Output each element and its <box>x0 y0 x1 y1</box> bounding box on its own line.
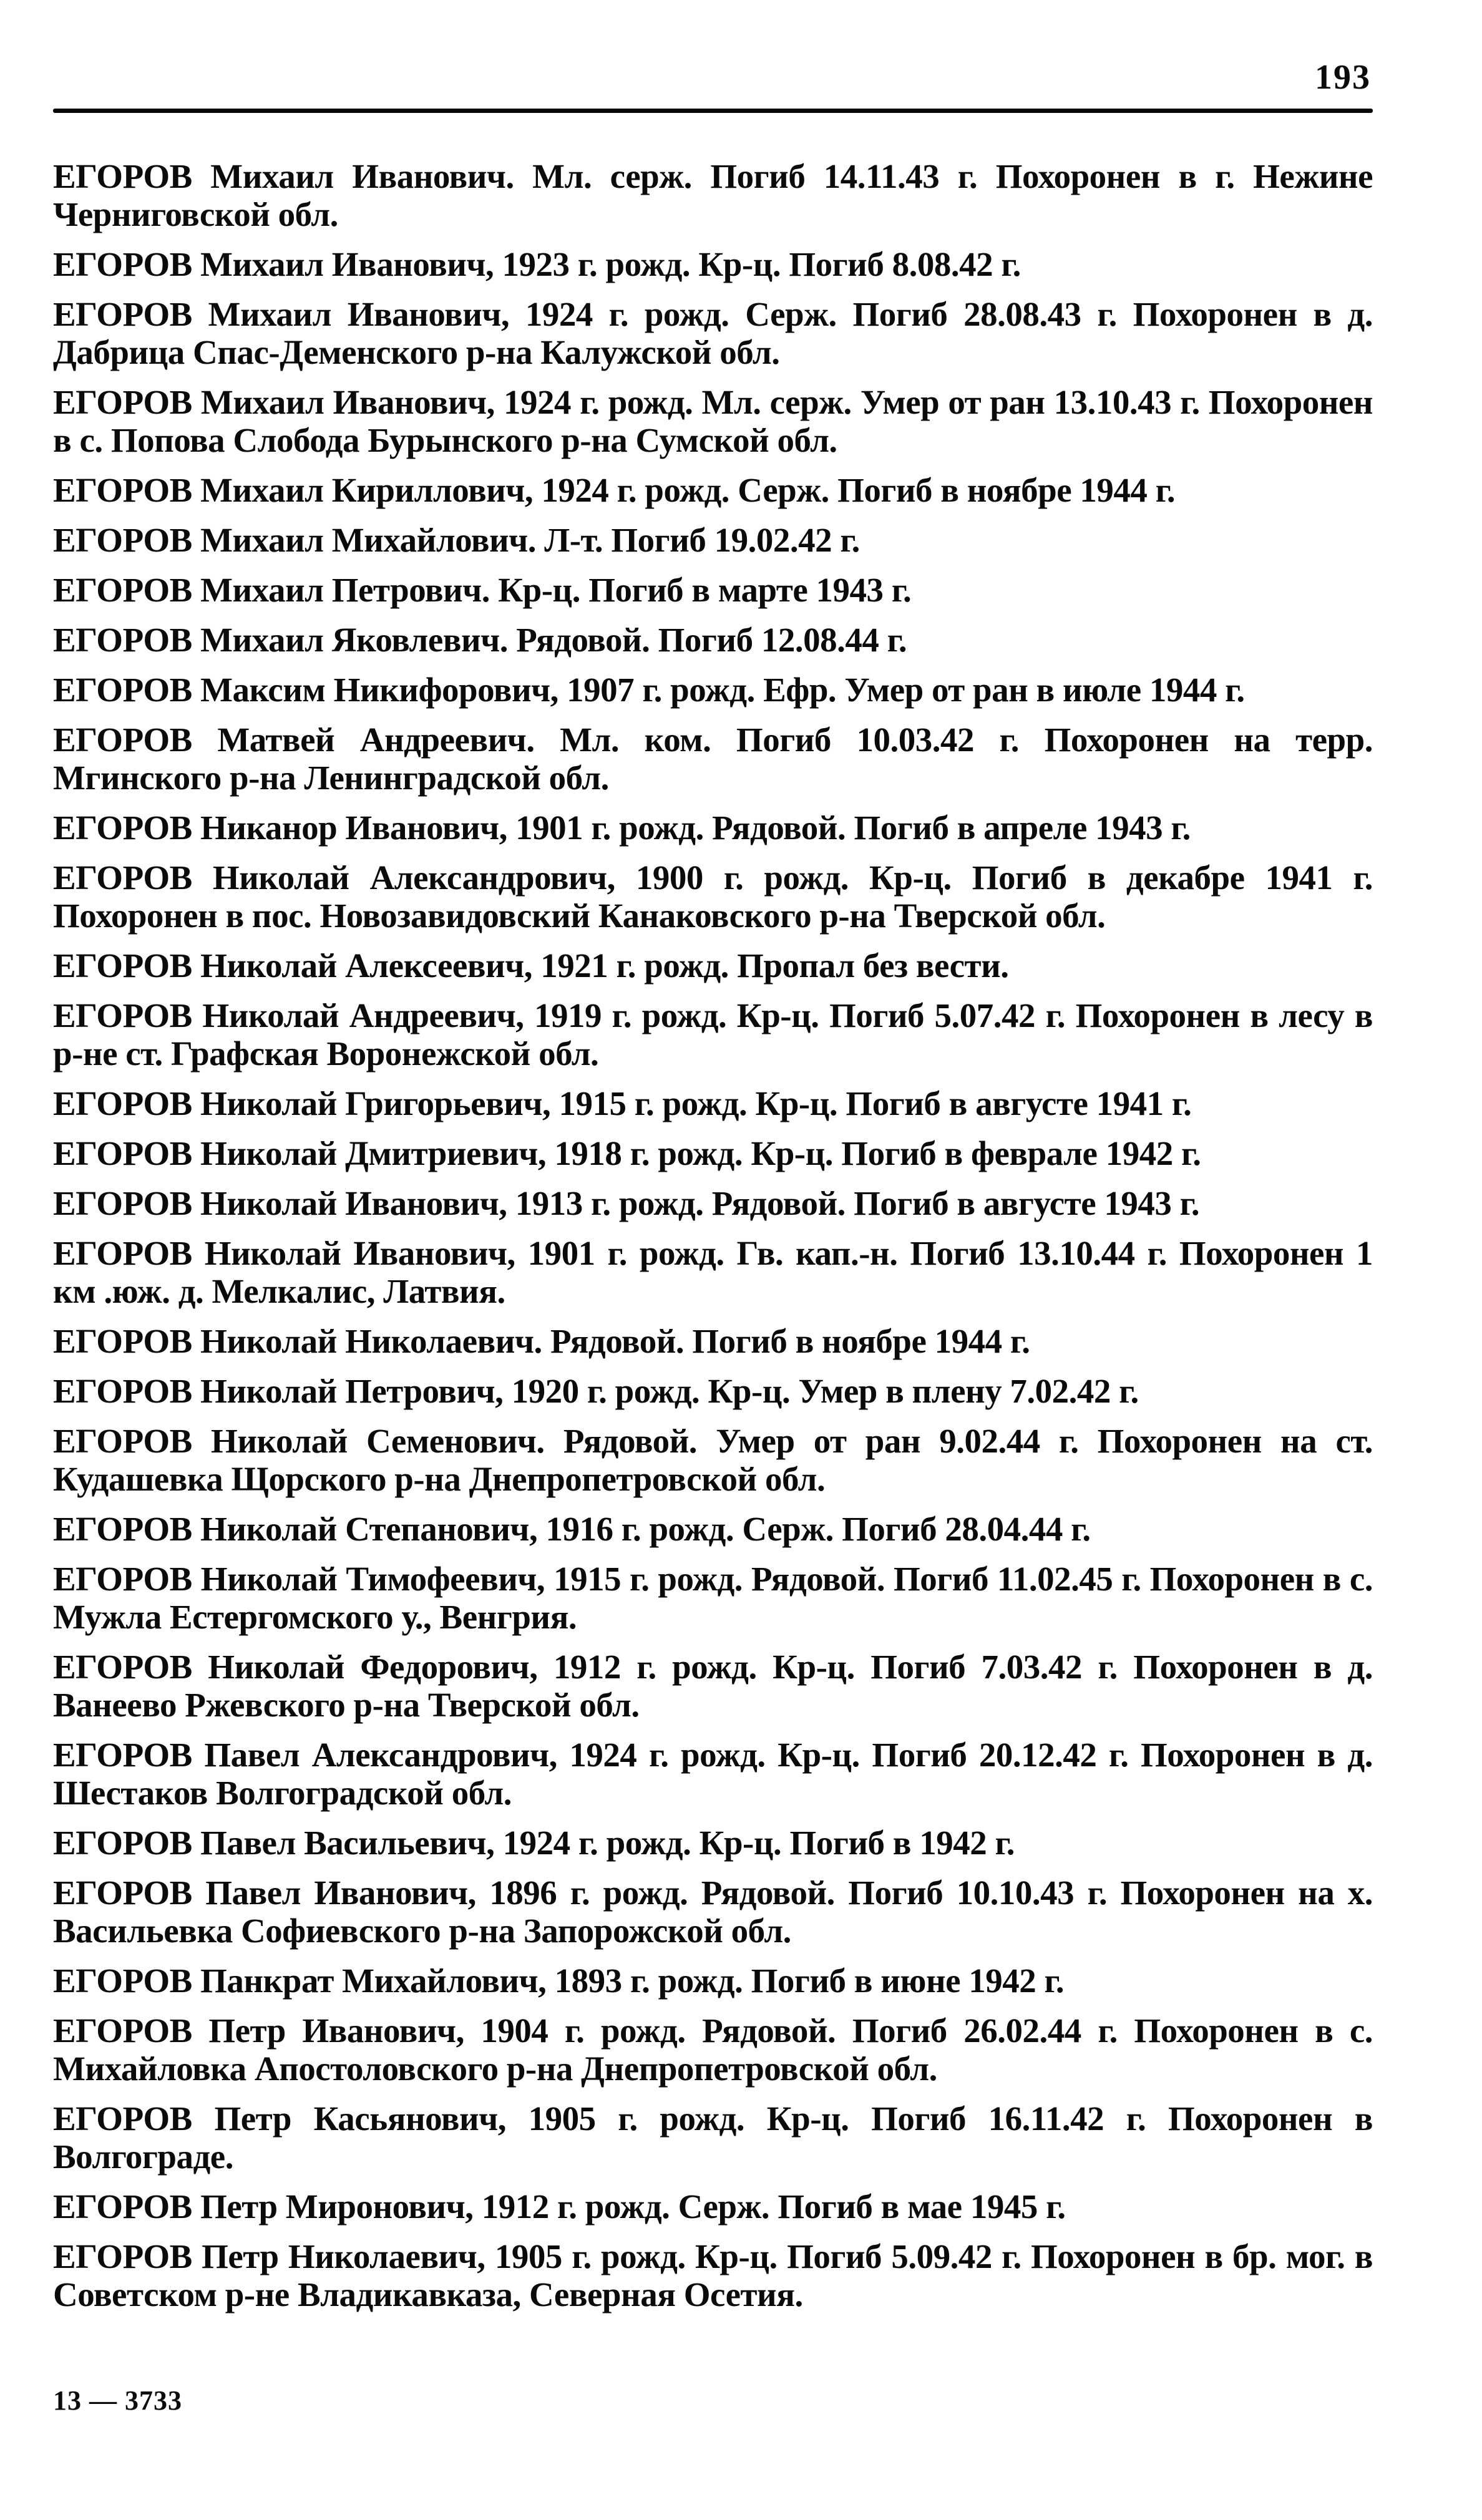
entry-details: , 1905 г. рожд. Кр-ц. Погиб 5.09.42 г. Похоронен в бр. мог. в Советском р-не Владикавказа, Северная Осетия. <box>53 2237 1373 2313</box>
entry-details: , 1893 г. рожд. Погиб в июне 1942 г. <box>538 1962 1065 2000</box>
entry-name: ЕГОРОВ Николай Григорьевич <box>53 1084 542 1122</box>
entry <box>53 1134 1373 1172</box>
entry <box>53 1084 1373 1122</box>
entry-details: , 1919 г. рожд. Кр-ц. Погиб 5.07.42 г. Похоронен в лесу в р-не ст. Графская Воронежской обл. <box>53 996 1373 1073</box>
entry-details: , 1915 г. рожд. Кр-ц. Погиб в августе 1941 г. <box>542 1084 1192 1122</box>
entry-name: ЕГОРОВ Петр Иванович <box>53 2012 456 2050</box>
entries-list <box>53 157 1373 2325</box>
entry-name: ЕГОРОВ Петр Николаевич <box>53 2237 477 2275</box>
entry-details: , 1915 г. рожд. Рядовой. Погиб 11.02.45 г. Похоронен в с. Мужла Естергомского у., Венгрия. <box>53 1560 1373 1636</box>
entry <box>53 996 1373 1073</box>
entry-name: ЕГОРОВ Матвей Андреевич <box>53 721 527 759</box>
entry-name: ЕГОРОВ Николай Петрович <box>53 1372 495 1410</box>
entry <box>53 2099 1373 2176</box>
entry <box>53 2237 1373 2313</box>
entry <box>53 859 1373 935</box>
entry <box>53 1560 1373 1636</box>
entry <box>53 1322 1373 1360</box>
entry <box>53 471 1373 509</box>
entry <box>53 1510 1373 1548</box>
entry <box>53 1824 1373 1862</box>
entry-name: ЕГОРОВ Михаил Михайлович <box>53 521 528 559</box>
entry <box>53 1372 1373 1410</box>
entry-details: , 1912 г. рожд. Кр-ц. Погиб 7.03.42 г. Похоронен в д. Ванеево Ржевского р-на Тверской обл. <box>53 1648 1373 1724</box>
entry <box>53 809 1373 847</box>
entry-name: ЕГОРОВ Николай Дмитриевич <box>53 1134 538 1172</box>
entry-name: ЕГОРОВ Михаил Иванович <box>53 383 487 421</box>
entry-details: , 1900 г. рожд. Кр-ц. Погиб в декабре 1941 г. Похоронен в пос. Новозавидовский Канаковского р-на Тверской обл. <box>53 859 1373 935</box>
header-rule <box>53 109 1373 113</box>
entry-details: , 1913 г. рожд. Рядовой. Погиб в августе 1943 г. <box>499 1184 1200 1222</box>
entry-name: ЕГОРОВ Панкрат Михайлович <box>53 1962 539 2000</box>
entry-name: ЕГОРОВ Михаил Иванович <box>53 295 501 333</box>
entry-details: , 1905 г. рожд. Кр-ц. Погиб 16.11.42 г. Похоронен в Волгограде. <box>53 2099 1373 2176</box>
entry-details: . Рядовой. Погиб 12.08.44 г. <box>499 621 907 659</box>
entry-name: ЕГОРОВ Николай Андреевич <box>53 996 516 1034</box>
entry-details: , 1920 г. рожд. Кр-ц. Умер в плену 7.02.42 г. <box>495 1372 1139 1410</box>
entry-name: ЕГОРОВ Павел Васильевич <box>53 1824 487 1862</box>
entry-details: . Рядовой. Погиб в ноябре 1944 г. <box>534 1322 1030 1360</box>
entry <box>53 1184 1373 1222</box>
entry-name: ЕГОРОВ Петр Касьянович <box>53 2099 498 2138</box>
entry <box>53 295 1373 371</box>
entry-details: , 1907 г. рожд. Ефр. Умер от ран в июле 1944 г. <box>550 671 1245 709</box>
entry <box>53 946 1373 985</box>
entry-details: , 1924 г. рожд. Мл. серж. Умер от ран 13.10.43 г. Похоронен в с. Попова Слобода Бурынского р-на Сумской обл. <box>53 383 1373 459</box>
entry-details: , 1924 г. рожд. Кр-ц. Погиб 20.12.42 г. Похоронен в д. Шестаков Волгоградской обл. <box>53 1736 1373 1812</box>
entry-name: ЕГОРОВ Максим Никифорович <box>53 671 550 709</box>
entry <box>53 1422 1373 1498</box>
entry-name: ЕГОРОВ Николай Николаевич <box>53 1322 534 1360</box>
entry-name: ЕГОРОВ Николай Александрович <box>53 859 607 897</box>
page-number: 193 <box>1315 58 1371 97</box>
entry-name: ЕГОРОВ Никанор Иванович <box>53 809 499 847</box>
entry <box>53 571 1373 609</box>
entry-details: , 1896 г. рожд. Рядовой. Погиб 10.10.43 г. Похоронен на х. Васильевка Софиевского р-на Запорожской обл. <box>53 1874 1373 1950</box>
entry <box>53 245 1373 283</box>
entry-details: , 1924 г. рожд. Серж. Погиб 28.08.43 г. Похоронен в д. Дабрица Спас-Деменского р-на Калужской обл. <box>53 295 1373 371</box>
entry-details: . Л-т. Погиб 19.02.42 г. <box>527 521 860 559</box>
entry <box>53 621 1373 659</box>
entry-details: , 1904 г. рожд. Рядовой. Погиб 26.02.44 г. Похоронен в с. Михайловка Апостоловского р-на Днепропетровской обл. <box>53 2012 1373 2088</box>
entry-name: ЕГОРОВ Николай Иванович <box>53 1184 499 1222</box>
entry-name: ЕГОРОВ Михаил Яковлевич <box>53 621 500 659</box>
entry-name: ЕГОРОВ Михаил Кириллович <box>53 471 525 509</box>
entry-details: , 1912 г. рожд. Серж. Погиб в мае 1945 г. <box>465 2187 1066 2226</box>
entry <box>53 721 1373 797</box>
entry-name: ЕГОРОВ Михаил Иванович <box>53 245 485 283</box>
printer-signature: 13 — 3733 <box>53 2385 182 2416</box>
entry-details: , 1921 г. рожд. Пропал без вести. <box>524 946 1009 985</box>
entry <box>53 1736 1373 1812</box>
entry <box>53 2012 1373 2088</box>
entry-name: ЕГОРОВ Николай Семенович <box>53 1422 537 1460</box>
entry-details: , 1923 г. рожд. Кр-ц. Погиб 8.08.42 г. <box>485 245 1021 283</box>
entry-details: , 1924 г. рожд. Кр-ц. Погиб в 1942 г. <box>486 1824 1015 1862</box>
entry-name: ЕГОРОВ Николай Тимофеевич <box>53 1560 537 1598</box>
entry-name: ЕГОРОВ Михаил Петрович <box>53 571 482 609</box>
entry-name: ЕГОРОВ Петр Миронович <box>53 2187 466 2226</box>
entry-details: , 1916 г. рожд. Серж. Погиб 28.04.44 г. <box>529 1510 1091 1548</box>
entry-details: , 1918 г. рожд. Кр-ц. Погиб в феврале 1942 г. <box>537 1134 1201 1172</box>
entry-name: ЕГОРОВ Павел Александрович <box>53 1736 549 1774</box>
entry-name: ЕГОРОВ Николай Алексеевич <box>53 946 524 985</box>
entry <box>53 671 1373 709</box>
entry-details: , 1901 г. рожд. Гв. кап.-н. Погиб 13.10.44 г. Похоронен 1 км .юж. д. Мелкалис, Латвия. <box>53 1234 1373 1310</box>
entry-details: . Кр-ц. Погиб в марте 1943 г. <box>481 571 912 609</box>
entry-details: . Рядовой. Умер от ран 9.02.44 г. Похоронен на ст. Кудашевка Щорского р-на Днепропетровской обл. <box>53 1422 1373 1498</box>
entry <box>53 1234 1373 1310</box>
entry-details: . Мл. ком. Погиб 10.03.42 г. Похоронен на терр. Мгинского р-на Ленинградской обл. <box>53 721 1373 797</box>
entry-name: ЕГОРОВ Николай Иванович <box>53 1234 507 1272</box>
entry <box>53 1962 1373 2000</box>
entry-name: ЕГОРОВ Николай Федорович <box>53 1648 530 1686</box>
entry <box>53 2187 1373 2226</box>
entry-name: ЕГОРОВ Михаил Иванович <box>53 157 506 195</box>
entry <box>53 383 1373 459</box>
entry-name: ЕГОРОВ Павел Иванович <box>53 1874 468 1912</box>
entry-name: ЕГОРОВ Николай Степанович <box>53 1510 529 1548</box>
entry <box>53 157 1373 233</box>
entry-details: . Мл. серж. Погиб 14.11.43 г. Похоронен в г. Нежине Черниговской обл. <box>53 157 1373 233</box>
entry-details: , 1901 г. рожд. Рядовой. Погиб в апреле 1943 г. <box>499 809 1191 847</box>
entry <box>53 521 1373 559</box>
entry-details: , 1924 г. рожд. Серж. Погиб в ноябре 1944 г. <box>524 471 1176 509</box>
entry <box>53 1874 1373 1950</box>
entry <box>53 1648 1373 1724</box>
